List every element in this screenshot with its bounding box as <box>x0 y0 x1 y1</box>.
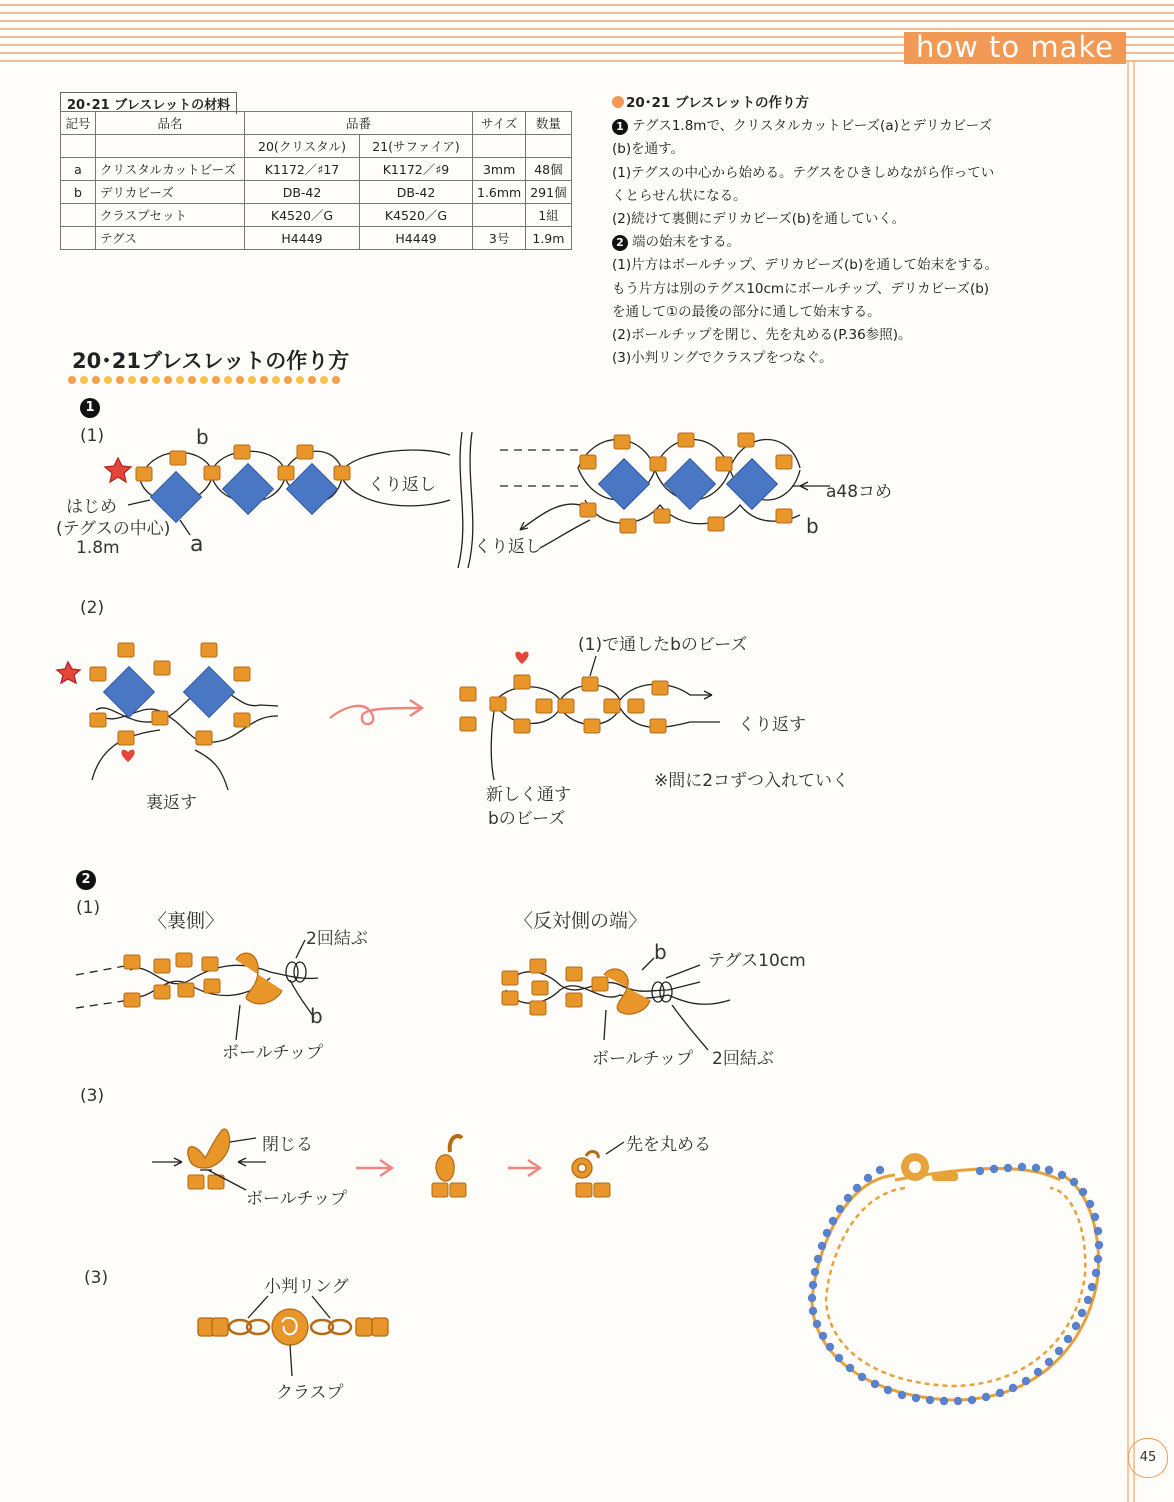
heart-icon <box>515 652 528 664</box>
cell-name: テグス <box>96 227 245 250</box>
cell-qty: 291個 <box>526 181 571 204</box>
instructions-title-text: 20･21 ブレスレットの作り方 <box>626 95 809 111</box>
passed-b-label: (1)で通したbのビーズ <box>578 635 748 655</box>
bead-label-b: b <box>806 514 819 538</box>
sub-label: (3) <box>84 1268 109 1288</box>
arrow-icon <box>508 1160 540 1176</box>
cell-name: デリカビーズ <box>96 181 245 204</box>
diagram-1-1-right <box>500 433 830 548</box>
cell-v20: K4520／G <box>245 204 360 227</box>
close-label: 閉じる <box>262 1135 313 1155</box>
cell-size: 3mm <box>473 158 526 181</box>
cell-qty: 48個 <box>526 158 571 181</box>
step-2-marker: 2 <box>76 870 96 890</box>
header-v21: 21(サファイア) <box>360 135 473 158</box>
sub-label: (1) <box>80 426 105 446</box>
cell-v20: DB-42 <box>245 181 360 204</box>
step-number-icon: 1 <box>612 119 628 135</box>
knot-label: 2回結ぶ <box>712 1049 774 1069</box>
start-label: はじめ <box>66 497 117 517</box>
diagram-2-3 <box>198 1296 388 1376</box>
break-marks <box>458 432 473 568</box>
arrow-icon <box>330 700 422 724</box>
bead-label-b: b <box>310 1004 323 1028</box>
bead-label-a: a <box>190 532 204 557</box>
cell-v20: K1172／♯17 <box>245 158 360 181</box>
instruction-text: くとらせん状になる。 <box>612 187 747 204</box>
cell-symbol: b <box>61 181 96 204</box>
diagram-2-1-right <box>502 958 730 1050</box>
diagram-1-2-left <box>57 643 278 790</box>
cell-qty: 1.9m <box>526 227 571 250</box>
header-size: サイズ <box>473 112 526 135</box>
cell-v21: K1172／♯9 <box>360 158 473 181</box>
cell-size: 1.6mm <box>473 181 526 204</box>
a48-label: a48コめ <box>826 482 893 502</box>
how-to-make-banner: how to make <box>904 32 1126 64</box>
header-qty: 数量 <box>526 112 571 135</box>
back-side-label: 〈裏側〉 <box>148 910 225 932</box>
heart-icon <box>121 750 134 762</box>
instruction-text: (3)小判リングでクラスプをつなぐ。 <box>612 350 833 367</box>
page-number: 45 <box>1128 1438 1168 1478</box>
ballchip-label: ボールチップ <box>246 1189 348 1209</box>
repeat-label: くり返し <box>368 475 436 495</box>
flip-label: 裏返す <box>146 793 197 813</box>
arrow-icon <box>356 1160 392 1176</box>
start-label: (テグスの中心) <box>56 519 171 539</box>
step-1-marker: 1 <box>80 398 100 418</box>
cell-v20: H4449 <box>245 227 360 250</box>
ballchip-label: ボールチップ <box>592 1049 694 1069</box>
star-icon <box>57 662 80 683</box>
header-number: 品番 <box>245 112 473 135</box>
step-number-icon: 2 <box>612 235 628 251</box>
instruction-text: (2)ボールチップを閉じ、先を丸める(P.36参照)。 <box>612 327 912 344</box>
instruction-text: (1)テグスの中心から始める。テグスをひきしめながら作ってい <box>612 164 995 181</box>
sub-label: (1) <box>76 898 101 918</box>
knot-label: 2回結ぶ <box>306 929 368 949</box>
sub-label: (2) <box>80 598 105 618</box>
cell-v21: DB-42 <box>360 181 473 204</box>
cell-v21: K4520／G <box>360 204 473 227</box>
materials-title: 20･21 ブレスレットの材料 <box>60 92 237 114</box>
round-label: 先を丸める <box>626 1135 711 1155</box>
header-v20: 20(クリスタル) <box>245 135 360 158</box>
instruction-text: を通して①の最後の部分に通して始末する。 <box>612 303 881 320</box>
sub-label: (3) <box>80 1086 105 1106</box>
diagram-1-2-right <box>460 652 720 780</box>
bead-label-b: b <box>196 425 209 449</box>
ring-label: 小判リング <box>264 1277 349 1297</box>
cell-size: 3号 <box>473 227 526 250</box>
start-label: 1.8m <box>76 538 120 558</box>
header-name: 品名 <box>96 112 245 135</box>
cell-v21: H4449 <box>360 227 473 250</box>
cell-name: クラスプセット <box>96 204 245 227</box>
repeat-label: くり返す <box>738 715 806 735</box>
diagram-2-1-left <box>76 940 318 1040</box>
finished-bracelet <box>808 1153 1103 1405</box>
cell-name: クリスタルカットビーズ <box>96 158 245 181</box>
other-end-label: 〈反対側の端〉 <box>514 910 648 932</box>
star-icon <box>105 458 131 482</box>
header-symbol: 記号 <box>61 112 96 135</box>
bead-label-b: b <box>654 940 667 964</box>
clasp-label: クラスプ <box>276 1383 344 1403</box>
instruction-text: もう片方は別のテグス10cmにボールチップ、デリカビーズ(b) <box>612 280 990 297</box>
diagram-2-2 <box>152 1129 624 1197</box>
diagram-title: 20･21ブレスレットの作り方 <box>72 349 350 373</box>
note-label: ※間に2コずつ入れていく <box>654 771 850 791</box>
instruction-text: (2)続けて裏側にデリカビーズ(b)を通していく。 <box>612 211 906 228</box>
title-dot-underline <box>68 376 340 384</box>
instruction-text: 端の始末をする。 <box>632 234 740 251</box>
tegusu-label: テグス10cm <box>708 951 806 971</box>
cell-qty: 1組 <box>526 204 571 227</box>
cell-symbol: a <box>61 158 96 181</box>
new-b-label: 新しく通す <box>486 785 571 805</box>
new-b-label: bのビーズ <box>488 809 566 829</box>
instruction-text: テグス1.8mで、クリスタルカットビーズ(a)とデリカビーズ <box>632 118 993 135</box>
repeat-label: くり返し <box>474 537 542 557</box>
instruction-text: (1)片方はボールチップ、デリカビーズ(b)を通して始末をする。 <box>612 257 999 274</box>
ballchip-label: ボールチップ <box>222 1043 324 1063</box>
instruction-text: (b)を通す。 <box>612 141 685 158</box>
